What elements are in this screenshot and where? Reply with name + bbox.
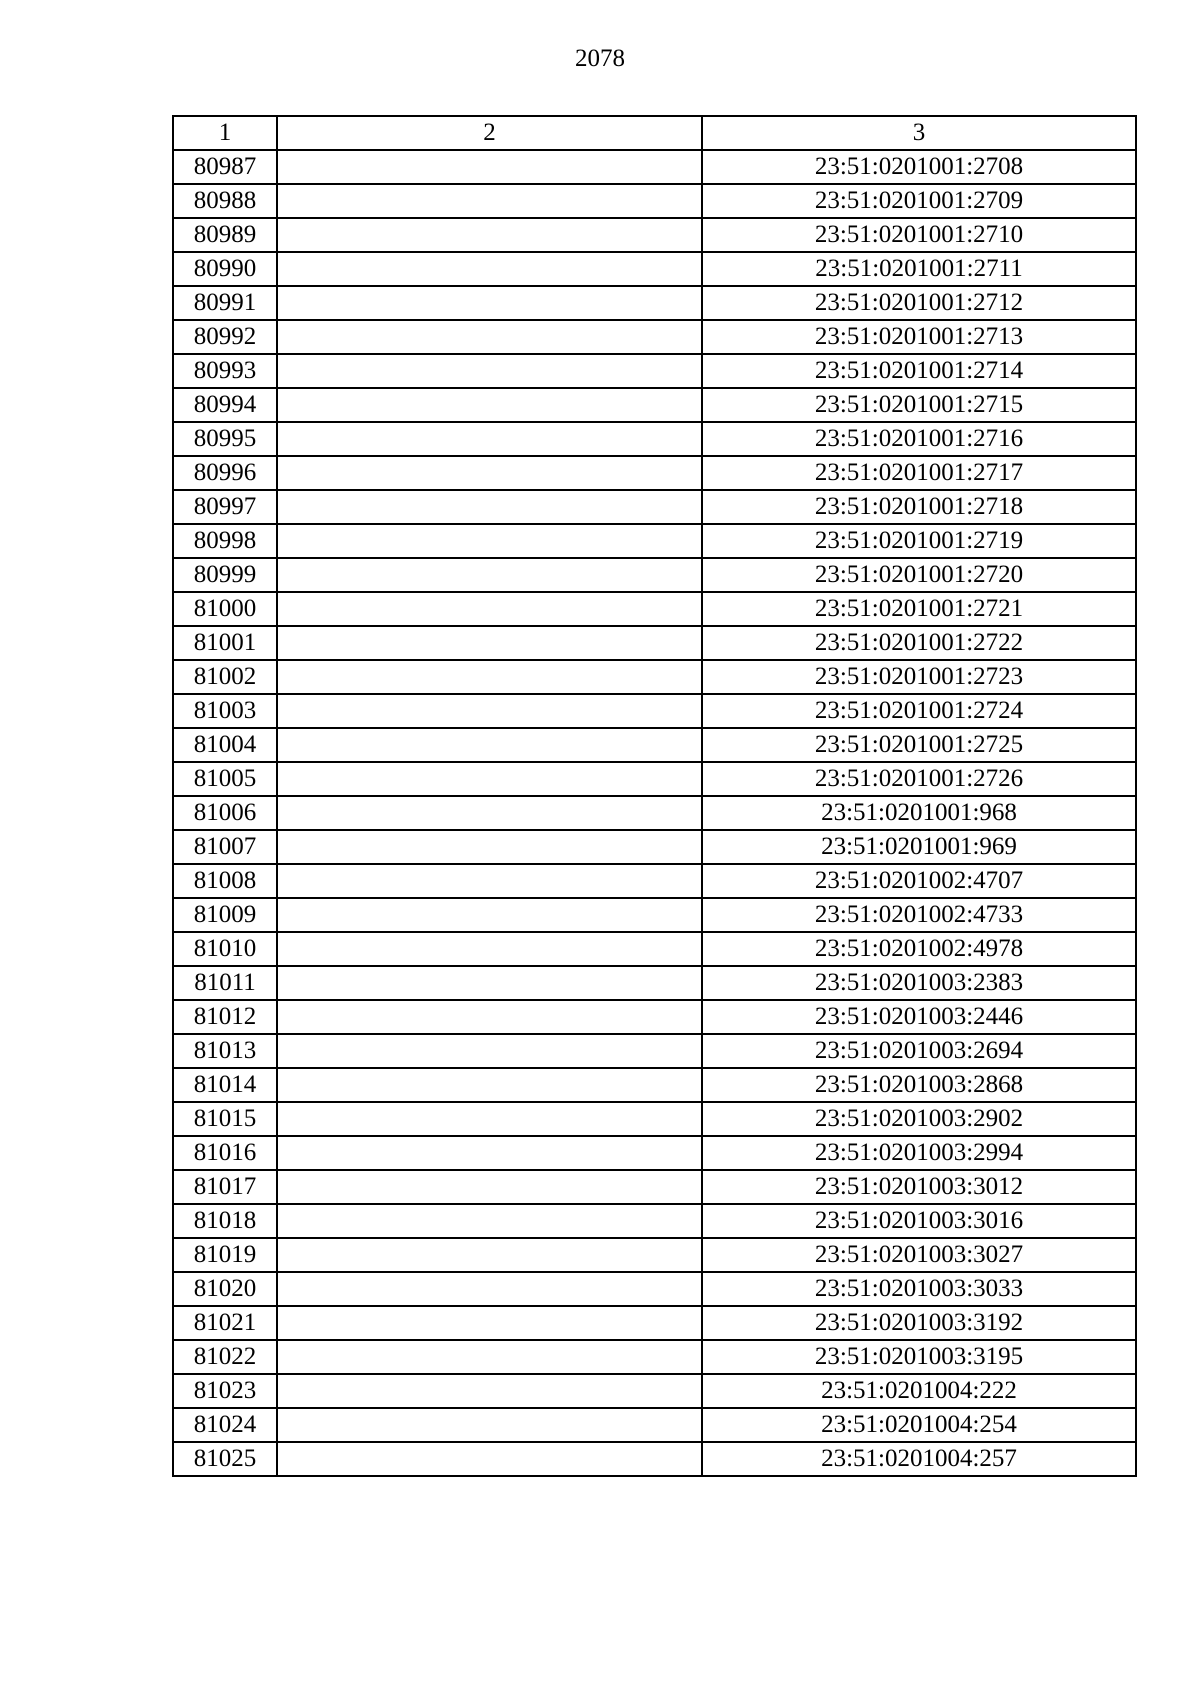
- table-row: [173, 1204, 1136, 1238]
- row-number-cell: 81006: [173, 796, 277, 830]
- table-row: [173, 320, 1136, 354]
- cadastral-number-cell: 23:51:0201003:3192: [702, 1306, 1136, 1340]
- cadastral-number-cell: 23:51:0201001:2713: [702, 320, 1136, 354]
- table-row: [173, 1374, 1136, 1408]
- description-cell: [277, 1306, 702, 1340]
- row-number-cell: 81004: [173, 728, 277, 762]
- table-header: [173, 116, 1136, 150]
- row-number-cell: 81019: [173, 1238, 277, 1272]
- description-cell: [277, 456, 702, 490]
- table-row: [173, 456, 1136, 490]
- cadastral-number-cell: 23:51:0201001:2719: [702, 524, 1136, 558]
- row-number-cell: 81000: [173, 592, 277, 626]
- description-cell: [277, 1408, 702, 1442]
- table-row: [173, 932, 1136, 966]
- table-row: [173, 218, 1136, 252]
- cadastral-number-cell: 23:51:0201001:2715: [702, 388, 1136, 422]
- cadastral-number-cell: 23:51:0201004:222: [702, 1374, 1136, 1408]
- table-row: [173, 762, 1136, 796]
- header-row: [173, 116, 1136, 150]
- cadastral-number-cell: 23:51:0201003:3195: [702, 1340, 1136, 1374]
- table-row: [173, 966, 1136, 1000]
- row-number-cell: 81008: [173, 864, 277, 898]
- table-row: [173, 1408, 1136, 1442]
- row-number-cell: 81012: [173, 1000, 277, 1034]
- table-row: [173, 252, 1136, 286]
- description-cell: [277, 252, 702, 286]
- row-number-cell: 81023: [173, 1374, 277, 1408]
- table-row: [173, 1340, 1136, 1374]
- cadastral-number-cell: 23:51:0201003:2694: [702, 1034, 1136, 1068]
- cadastral-number-cell: 23:51:0201001:2726: [702, 762, 1136, 796]
- cadastral-number-cell: 23:51:0201003:2383: [702, 966, 1136, 1000]
- row-number-cell: 81021: [173, 1306, 277, 1340]
- row-number-cell: 81014: [173, 1068, 277, 1102]
- description-cell: [277, 1000, 702, 1034]
- table-row: [173, 728, 1136, 762]
- table-row: [173, 1170, 1136, 1204]
- table-row: [173, 592, 1136, 626]
- description-cell: [277, 1442, 702, 1476]
- table-row: [173, 1238, 1136, 1272]
- row-number-cell: 80995: [173, 422, 277, 456]
- table-row: [173, 184, 1136, 218]
- description-cell: [277, 1204, 702, 1238]
- column-header-1: 1: [173, 116, 277, 150]
- cadastral-number-cell: 23:51:0201003:2902: [702, 1102, 1136, 1136]
- description-cell: [277, 762, 702, 796]
- cadastral-number-cell: 23:51:0201001:2709: [702, 184, 1136, 218]
- description-cell: [277, 1238, 702, 1272]
- description-cell: [277, 1136, 702, 1170]
- table-row: [173, 354, 1136, 388]
- column-header-2: 2: [277, 116, 702, 150]
- table-row: [173, 1272, 1136, 1306]
- description-cell: [277, 218, 702, 252]
- description-cell: [277, 966, 702, 1000]
- description-cell: [277, 184, 702, 218]
- row-number-cell: 80989: [173, 218, 277, 252]
- description-cell: [277, 422, 702, 456]
- register-table: [172, 115, 1137, 1477]
- table-row: [173, 694, 1136, 728]
- row-number-cell: 80990: [173, 252, 277, 286]
- cadastral-number-cell: 23:51:0201001:2711: [702, 252, 1136, 286]
- table-row: [173, 1136, 1136, 1170]
- row-number-cell: 81018: [173, 1204, 277, 1238]
- description-cell: [277, 728, 702, 762]
- description-cell: [277, 320, 702, 354]
- description-cell: [277, 354, 702, 388]
- table-row: [173, 286, 1136, 320]
- table-row: [173, 524, 1136, 558]
- description-cell: [277, 864, 702, 898]
- description-cell: [277, 694, 702, 728]
- table-row: [173, 1034, 1136, 1068]
- description-cell: [277, 1340, 702, 1374]
- description-cell: [277, 1272, 702, 1306]
- row-number-cell: 80993: [173, 354, 277, 388]
- description-cell: [277, 150, 702, 184]
- row-number-cell: 81017: [173, 1170, 277, 1204]
- table-row: [173, 898, 1136, 932]
- table-row: [173, 1442, 1136, 1476]
- row-number-cell: 81010: [173, 932, 277, 966]
- cadastral-number-cell: 23:51:0201001:968: [702, 796, 1136, 830]
- cadastral-number-cell: 23:51:0201001:2712: [702, 286, 1136, 320]
- description-cell: [277, 830, 702, 864]
- table-row: [173, 388, 1136, 422]
- cadastral-number-cell: 23:51:0201001:2725: [702, 728, 1136, 762]
- row-number-cell: 80992: [173, 320, 277, 354]
- row-number-cell: 81013: [173, 1034, 277, 1068]
- row-number-cell: 80994: [173, 388, 277, 422]
- column-header-3: 3: [702, 116, 1136, 150]
- row-number-cell: 81016: [173, 1136, 277, 1170]
- cadastral-number-cell: 23:51:0201003:2868: [702, 1068, 1136, 1102]
- table-body: [173, 150, 1136, 1476]
- cadastral-number-cell: 23:51:0201004:254: [702, 1408, 1136, 1442]
- table-row: [173, 1000, 1136, 1034]
- table-row: [173, 830, 1136, 864]
- row-number-cell: 80998: [173, 524, 277, 558]
- cadastral-number-cell: 23:51:0201003:3027: [702, 1238, 1136, 1272]
- description-cell: [277, 898, 702, 932]
- table-row: [173, 1068, 1136, 1102]
- cadastral-number-cell: 23:51:0201002:4707: [702, 864, 1136, 898]
- cadastral-number-cell: 23:51:0201002:4978: [702, 932, 1136, 966]
- description-cell: [277, 558, 702, 592]
- table-row: [173, 864, 1136, 898]
- description-cell: [277, 1068, 702, 1102]
- description-cell: [277, 524, 702, 558]
- row-number-cell: 81003: [173, 694, 277, 728]
- description-cell: [277, 626, 702, 660]
- cadastral-number-cell: 23:51:0201001:2723: [702, 660, 1136, 694]
- cadastral-number-cell: 23:51:0201001:2718: [702, 490, 1136, 524]
- row-number-cell: 80997: [173, 490, 277, 524]
- table-row: [173, 150, 1136, 184]
- table-row: [173, 626, 1136, 660]
- table-row: [173, 660, 1136, 694]
- description-cell: [277, 286, 702, 320]
- description-cell: [277, 490, 702, 524]
- row-number-cell: 80996: [173, 456, 277, 490]
- description-cell: [277, 932, 702, 966]
- cadastral-number-cell: 23:51:0201001:2708: [702, 150, 1136, 184]
- description-cell: [277, 1170, 702, 1204]
- row-number-cell: 81001: [173, 626, 277, 660]
- table-row: [173, 422, 1136, 456]
- cadastral-number-cell: 23:51:0201001:2721: [702, 592, 1136, 626]
- cadastral-number-cell: 23:51:0201003:3016: [702, 1204, 1136, 1238]
- description-cell: [277, 796, 702, 830]
- row-number-cell: 81015: [173, 1102, 277, 1136]
- row-number-cell: 81009: [173, 898, 277, 932]
- row-number-cell: 80999: [173, 558, 277, 592]
- row-number-cell: 81024: [173, 1408, 277, 1442]
- page-number: 2078: [575, 45, 625, 72]
- row-number-cell: 81002: [173, 660, 277, 694]
- cadastral-number-cell: 23:51:0201001:2724: [702, 694, 1136, 728]
- row-number-cell: 81022: [173, 1340, 277, 1374]
- table-row: [173, 558, 1136, 592]
- cadastral-number-cell: 23:51:0201001:2717: [702, 456, 1136, 490]
- cadastral-number-cell: 23:51:0201003:3012: [702, 1170, 1136, 1204]
- table-row: [173, 1102, 1136, 1136]
- row-number-cell: 81005: [173, 762, 277, 796]
- row-number-cell: 81007: [173, 830, 277, 864]
- cadastral-number-cell: 23:51:0201003:3033: [702, 1272, 1136, 1306]
- row-number-cell: 81011: [173, 966, 277, 1000]
- description-cell: [277, 1034, 702, 1068]
- cadastral-number-cell: 23:51:0201002:4733: [702, 898, 1136, 932]
- cadastral-number-cell: 23:51:0201001:2716: [702, 422, 1136, 456]
- cadastral-number-cell: 23:51:0201004:257: [702, 1442, 1136, 1476]
- cadastral-number-cell: 23:51:0201003:2446: [702, 1000, 1136, 1034]
- table-row: [173, 1306, 1136, 1340]
- cadastral-number-cell: 23:51:0201001:2714: [702, 354, 1136, 388]
- table-row: [173, 796, 1136, 830]
- description-cell: [277, 592, 702, 626]
- description-cell: [277, 1374, 702, 1408]
- cadastral-number-cell: 23:51:0201001:2722: [702, 626, 1136, 660]
- row-number-cell: 81025: [173, 1442, 277, 1476]
- description-cell: [277, 1102, 702, 1136]
- table-row: [173, 490, 1136, 524]
- cadastral-number-cell: 23:51:0201001:2710: [702, 218, 1136, 252]
- row-number-cell: 80991: [173, 286, 277, 320]
- row-number-cell: 80988: [173, 184, 277, 218]
- cadastral-number-cell: 23:51:0201001:2720: [702, 558, 1136, 592]
- cadastral-number-cell: 23:51:0201001:969: [702, 830, 1136, 864]
- cadastral-number-cell: 23:51:0201003:2994: [702, 1136, 1136, 1170]
- row-number-cell: 80987: [173, 150, 277, 184]
- description-cell: [277, 388, 702, 422]
- description-cell: [277, 660, 702, 694]
- row-number-cell: 81020: [173, 1272, 277, 1306]
